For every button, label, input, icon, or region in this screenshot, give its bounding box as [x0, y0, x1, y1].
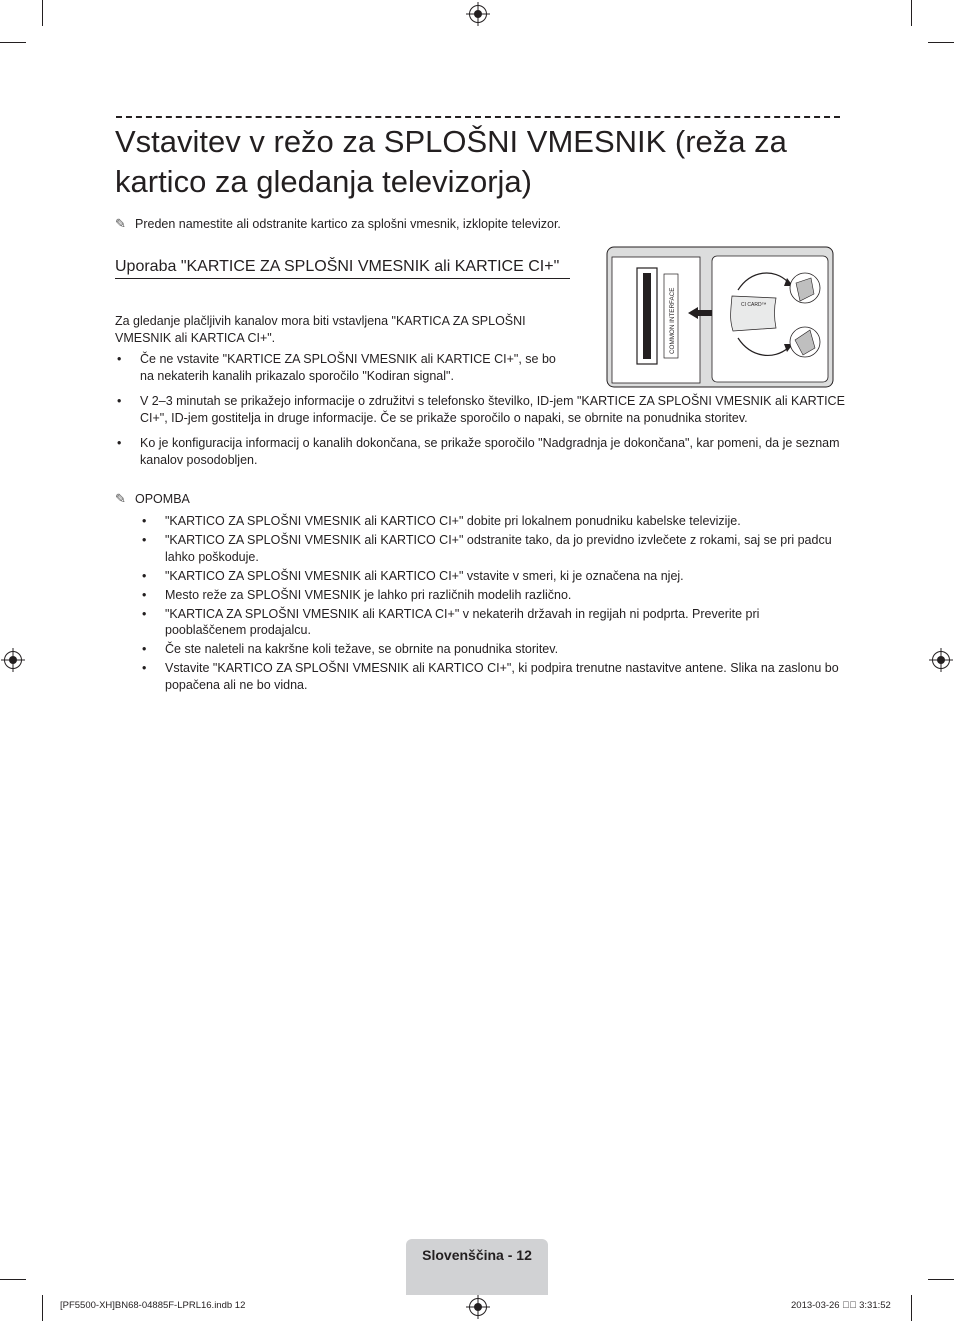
list-item: • Če ne vstavite "KARTICE ZA SPLOŠNI VMESNIK ali KARTICE CI+", se bo na nekaterih kanalih prikazalo sporočilo "Kodiran signal".	[115, 351, 570, 384]
pencil-note-icon: ✎	[115, 491, 126, 506]
crop-mark	[911, 1295, 912, 1321]
registration-mark-icon	[469, 5, 487, 23]
note-label: OPOMBA	[135, 492, 190, 506]
list-item: • V 2–3 minutah se prikažejo informacije o združitvi s telefonsko številko, ID-jem "KARTICE ZA SPLOŠNI VMESNIK ali KARTICE CI+", ID-jem gostitelja in druge informacije. Če se prikaže sporočilo o napaki, se obrnite na ponudnika storitev.	[115, 393, 845, 426]
pencil-note-icon: ✎	[115, 216, 126, 231]
page-title: Vstavitev v režo za SPLOŠNI VMESNIK (reža za kartico za gledanja televizorja)	[115, 124, 787, 199]
list-item: • Vstavite "KARTICO ZA SPLOŠNI VMESNIK ali KARTICO CI+", ki podpira trenutne nastavitve antene. Slika na zaslonu bo popačena ali ne bo vidna.	[140, 660, 840, 693]
slot-label: COMMON INTERFACE	[669, 287, 676, 354]
list-item: • "KARTICO ZA SPLOŠNI VMESNIK ali KARTICO CI+" vstavite v smeri, ki je označena na njej.	[140, 568, 840, 585]
crop-mark	[928, 42, 954, 43]
list-item: • "KARTICO ZA SPLOŠNI VMESNIK ali KARTICO CI+" dobite pri lokalnem ponudniku kabelske televizije.	[140, 513, 840, 530]
file-slug: [PF5500-XH]BN68-04885F-LPRL16.indb 12	[60, 1300, 246, 1311]
crop-mark	[928, 1279, 954, 1280]
note-list	[140, 513, 840, 696]
crop-mark	[42, 0, 43, 26]
section-heading: Uporaba "KARTICE ZA SPLOŠNI VMESNIK ali KARTICE CI+"	[115, 257, 570, 279]
registration-mark-icon	[4, 651, 22, 669]
print-timestamp: 2013-03-26 ￿￿ 3:31:52	[791, 1300, 891, 1311]
list-item: • "KARTICA ZA SPLOŠNI VMESNIK ali KARTICA CI+" v nekaterih državah in regijah ni podprta. Preverite pri pooblaščenem prodajalcu.	[140, 606, 840, 639]
intro-note-text: Preden namestite ali odstranite kartico za splošni vmesnik, izklopite televizor.	[135, 217, 561, 231]
crop-mark	[0, 1279, 26, 1280]
note-label-row	[115, 491, 190, 507]
title-rule	[116, 116, 840, 118]
registration-mark-icon	[469, 1298, 487, 1316]
crop-mark	[911, 0, 912, 26]
intro-note	[115, 216, 561, 232]
section-intro-line1: Za gledanje plačljivih kanalov mora biti vstavljena "KARTICA ZA SPLOŠNI	[115, 314, 526, 328]
crop-mark	[42, 1295, 43, 1321]
list-item: • Ko je konfiguracija informacij o kanalih dokončana, se prikaže sporočilo "Nadgradnja je dokončana", kar pomeni, da je seznam kanalov posodobljen.	[115, 435, 845, 468]
section-intro-line2: VMESNIK ali KARTICA CI+".	[115, 331, 276, 345]
card-label: CI CARD™	[741, 302, 767, 308]
list-item: • Mesto reže za SPLOŠNI VMESNIK je lahko pri različnih modelih različno.	[140, 587, 840, 604]
page-number: Slovenščina - 12	[422, 1247, 532, 1263]
crop-mark	[0, 42, 26, 43]
ci-card-illustration	[606, 246, 834, 388]
list-item: • "KARTICO ZA SPLOŠNI VMESNIK ali KARTICO CI+" odstranite tako, da jo previdno izvlečete z rokami, saj se pri padcu lahko poškoduje.	[140, 532, 840, 565]
list-item: • Če ste naleteli na kakršne koli težave, se obrnite na ponudnika storitev.	[140, 641, 840, 658]
registration-mark-icon	[932, 651, 950, 669]
